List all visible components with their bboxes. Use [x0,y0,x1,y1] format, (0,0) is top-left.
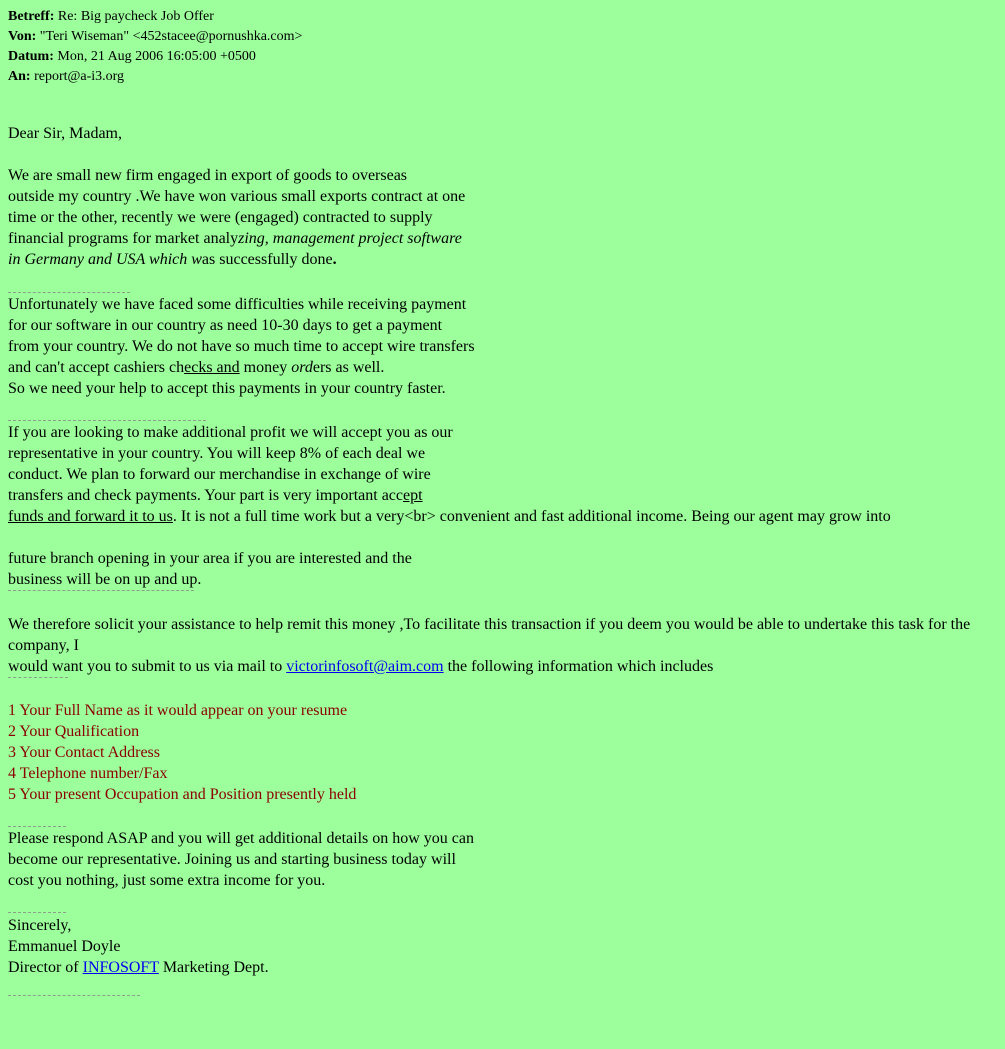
p3-text: transfers and check payments. Your part is very important acc [8,487,403,504]
p3-underlined-text: ept [403,487,423,504]
p3-line [8,485,423,506]
date-row [8,47,256,67]
p3-text: . It is not a full time work but a very<br> convenient and fast additional income. Being our agent may grow into [172,508,891,525]
list-item: 3 Your Contact Address [8,744,161,761]
p3-line: If you are looking to make additional profit we will accept you as our [8,424,453,441]
p5-line: become our representative. Joining us and starting business today will [8,851,456,868]
p5-line: cost you nothing, just some extra income for you. [8,872,326,889]
p4-line [8,656,713,677]
date-value: Mon, 21 Aug 2006 16:05:00 +0500 [57,49,256,64]
signature-title [8,957,269,978]
p3-line: future branch opening in your area if you are interested and the [8,550,412,567]
p2-text: ers as well. [312,359,385,376]
p3-line: representative in your country. You will keep 8% of each deal we [8,445,426,462]
divider [8,420,206,421]
infosoft-link[interactable]: INFOSOFT [82,959,159,976]
from-value: "Teri Wiseman" <452stacee@pornushka.com> [39,29,303,44]
p1-line [8,249,337,270]
divider [8,826,66,827]
to-label: An: [8,69,31,84]
p2-italic-text: ord [291,359,313,376]
subject-value: Re: Big paycheck Job Offer [57,9,214,24]
p1-text: financial programs for market analy [8,230,239,247]
list-item: 4 Telephone number/Fax [8,765,168,782]
greeting: Dear Sir, Madam, [8,125,122,142]
p4-text: the following information which includes [443,658,714,675]
date-label: Datum: [8,49,54,64]
email-link[interactable]: victorinfosoft@aim.com [286,658,444,675]
from-row [8,27,302,47]
list-item: 1 Your Full Name as it would appear on your resume [8,702,348,719]
closing-line: Sincerely, [8,917,72,934]
subject-label: Betreff: [8,9,55,24]
p3-line [8,506,988,527]
p2-line [8,357,384,378]
divider [8,590,194,591]
divider [8,912,66,913]
p2-text: and can't accept cashiers ch [8,359,185,376]
to-row [8,67,124,87]
p2-line: from your country. We do not have so much time to accept wire transfers [8,338,475,355]
divider [8,677,68,678]
closing-text: Marketing Dept. [158,959,269,976]
p1-line [8,228,462,249]
list-item: 5 Your present Occupation and Position presently held [8,786,357,803]
p1-line: outside my country .We have won various small exports contract at one [8,188,466,205]
p1-line: We are small new firm engaged in export of goods to overseas [8,167,408,184]
list-item: 2 Your Qualification [8,723,140,740]
p2-line: So we need your help to accept this payments in your country faster. [8,380,446,397]
p5-line: Please respond ASAP and you will get additional details on how you can [8,830,475,847]
p2-underlined-text: ecks and [184,359,240,376]
p3-line: conduct. We plan to forward our merchandise in exchange of wire [8,466,431,483]
p1-italic-text: zing, management project software [238,230,462,247]
divider [8,995,140,996]
p4-text: would want you to submit to us via mail to [8,658,287,675]
p3-line: business will be on up and up. [8,571,202,588]
p2-line: for our software in our country as need 10-30 days to get a payment [8,317,443,334]
signature-name: Emmanuel Doyle [8,938,121,955]
p4-line: We therefore solicit your assistance to help remit this money ,To facilitate this transaction if you deem you would be able to undertake this task for the company, I [8,616,971,654]
divider [8,292,130,293]
closing-text: Director of [8,959,83,976]
subject-row [8,7,214,27]
p1-text: as successfully done [201,251,333,268]
p2-text: money [239,359,292,376]
to-value: report@a-i3.org [34,69,125,84]
p1-bold-text: . [332,251,337,268]
p1-line: time or the other, recently we were (engaged) contracted to supply [8,209,433,226]
p1-italic-text: in Germany and USA which w [8,251,202,268]
p2-line: Unfortunately we have faced some difficulties while receiving payment [8,296,467,313]
p3-underlined-text: funds and forward it to us [8,508,173,525]
from-label: Von: [8,29,37,44]
